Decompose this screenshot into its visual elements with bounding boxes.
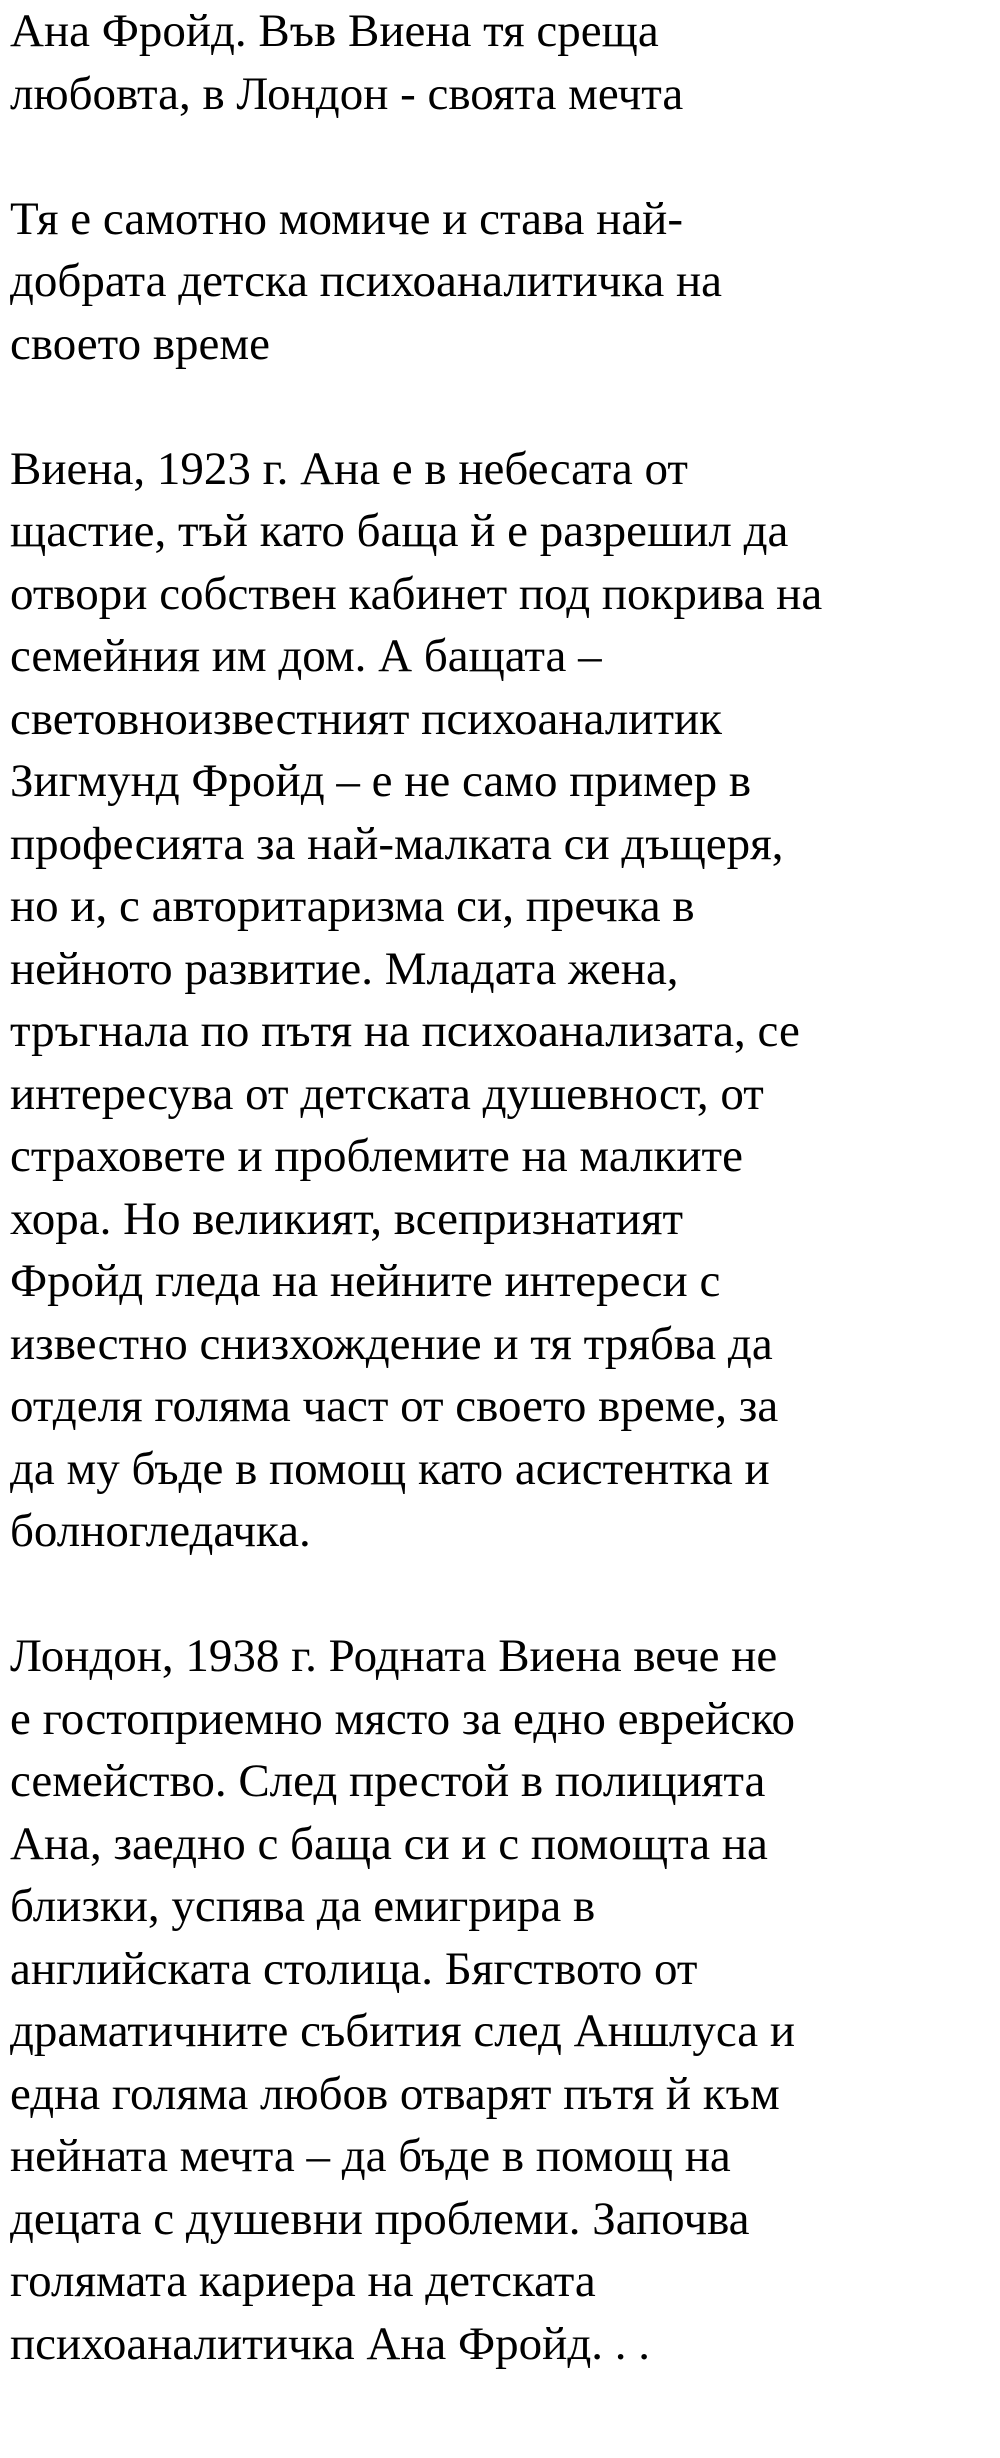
title-paragraph: Ана Фройд. Във Виена тя среща любовта, в Лондон - своята мечта <box>10 5 684 120</box>
london-paragraph: Лондон, 1938 г. Родната Виена вече не е гостоприемно място за едно еврейско семейство. След престой в полицията Ана, заедно с баща си и с помощта на близки, успява да емигрира в английската столица. Бягството от драматичните събития след Аншлуса и една голяма любов отварят пътя й към нейната мечта – да бъде в помощ на децата с душевни проблеми. Започва голямата кариера на детската психоаналитичка Ана Фройд. . . <box>10 1630 796 2370</box>
document-body <box>10 0 995 2375</box>
vienna-paragraph: Виена, 1923 г. Ана е в небесата от щастие, тъй като баща й е разрешил да отвори собствен кабинет под покрива на семейния им дом. А бащата – световноизвестният психоаналитик Зигмунд Фройд – е не само пример в професията за най-малката си дъщеря, но и, с авторитаризма си, пречка в нейното развитие. Младата жена, тръгнала по пътя на психоанализата, се интересува от детската душевност, от страховете и проблемите на малките хора. Но великият, всепризнатият Фройд гледа на нейните интереси с известно снизхождение и тя трябва да отделя голяма част от своето време, за да му бъде в помощ като асистентка и болногледачка. <box>10 442 823 1557</box>
subtitle-paragraph: Тя е самотно момиче и става най- добрата детска психоаналитичка на своето време <box>10 192 723 370</box>
